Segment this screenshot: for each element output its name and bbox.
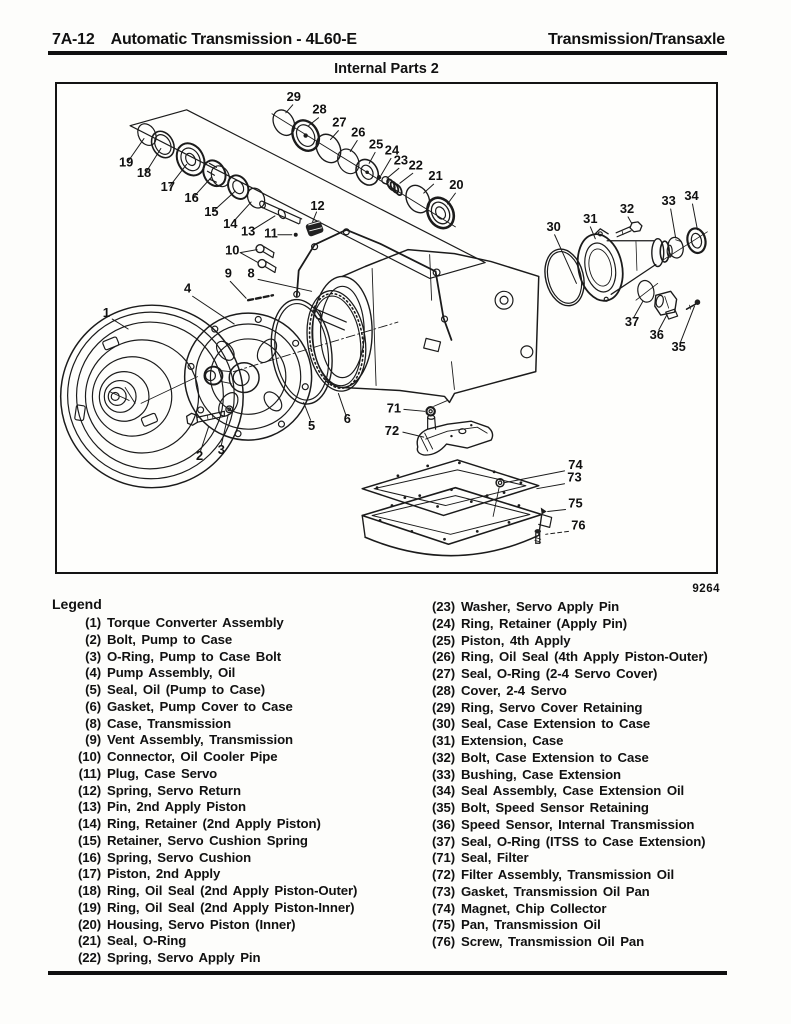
legend-item-number: (35) <box>431 800 455 815</box>
callout-27: 27 <box>332 114 347 130</box>
legend-item <box>354 834 708 851</box>
legend-item-number: (74) <box>431 900 455 916</box>
legend-item <box>0 682 357 699</box>
callout-18: 18 <box>136 165 152 181</box>
legend-item <box>0 649 357 666</box>
legend-item <box>354 917 708 934</box>
callout-26: 26 <box>351 124 366 140</box>
header-left <box>52 31 357 49</box>
legend-item <box>0 632 357 649</box>
callout-76: 76 <box>571 517 586 533</box>
legend-item <box>354 800 708 817</box>
callout-15: 15 <box>204 203 219 219</box>
legend-item-text: Ring, Oil Seal (4th Apply Piston-Outer) <box>461 649 708 665</box>
legend-item-text: Seal, Case Extension to Case <box>461 716 651 732</box>
legend-item-text: Ring, Retainer (2nd Apply Piston) <box>107 816 321 831</box>
callout-3: 3 <box>217 441 225 457</box>
callout-22: 22 <box>408 157 423 173</box>
legend-item-number: (4) <box>85 665 101 681</box>
legend-item <box>0 665 357 682</box>
callout-30: 30 <box>546 218 561 234</box>
legend-item <box>354 850 708 867</box>
callout-5: 5 <box>308 418 316 434</box>
callout-23: 23 <box>393 152 409 168</box>
legend-item <box>354 616 708 633</box>
legend-item-text: Vent Assembly, Transmission <box>107 732 293 748</box>
callout-21: 21 <box>428 168 443 184</box>
legend-item-text: Pump Assembly, Oil <box>107 665 236 681</box>
callout-11: 11 <box>264 225 278 241</box>
legend-item <box>0 833 357 850</box>
legend-item-number: (30) <box>431 716 455 732</box>
legend-item <box>354 783 708 800</box>
legend-item <box>354 700 708 717</box>
callout-12: 12 <box>310 197 325 213</box>
legend-item <box>0 699 357 716</box>
legend-item-number: (17) <box>77 866 101 882</box>
legend-item <box>0 883 357 900</box>
legend-item-text: Housing, Servo Piston (Inner) <box>107 916 296 932</box>
legend-item-text: Ring, Oil Seal (2nd Apply Piston-Outer) <box>107 883 358 898</box>
legend-item-text: Speed Sensor, Internal Transmission <box>461 816 695 832</box>
legend-item-number: (9) <box>85 732 101 748</box>
legend-item-text: Magnet, Chip Collector <box>461 900 607 916</box>
legend-item-text: Screw, Transmission Oil Pan <box>461 934 645 949</box>
legend-item-text: Torque Converter Assembly <box>107 615 284 630</box>
callout-13: 13 <box>240 223 256 239</box>
legend-item <box>354 884 708 901</box>
callout-9: 9 <box>224 265 232 281</box>
legend-item <box>354 716 708 733</box>
callout-25: 25 <box>368 136 384 152</box>
callout-6: 6 <box>343 411 351 427</box>
legend-item-number: (75) <box>431 917 455 933</box>
legend-item-text: Spring, Servo Cushion <box>107 849 252 865</box>
legend-item-number: (28) <box>431 682 455 698</box>
legend-item-number: (3) <box>85 648 101 664</box>
legend-item <box>354 901 708 918</box>
legend-item-number: (11) <box>78 765 101 781</box>
chapter-title: Automatic Transmission - 4L60-E <box>110 31 357 48</box>
callout-1: 1 <box>102 305 110 321</box>
figure-number: 9264 <box>692 583 720 595</box>
legend-item-number: (73) <box>431 883 455 899</box>
legend-item-number: (25) <box>431 632 455 648</box>
legend-item-number: (37) <box>431 833 455 849</box>
callout-75: 75 <box>568 495 583 511</box>
callout-24: 24 <box>384 142 400 158</box>
legend-item-text: Seal, O-Ring (ITSS to Case Extension) <box>461 833 706 849</box>
legend-item-text: O-Ring, Pump to Case Bolt <box>107 648 282 664</box>
legend-item-number: (33) <box>431 766 455 782</box>
legend-item <box>354 683 708 700</box>
callout-10: 10 <box>225 242 240 258</box>
legend-item-text: Spring, Servo Return <box>107 782 241 798</box>
legend-item <box>0 783 357 800</box>
callout-19: 19 <box>118 154 134 170</box>
legend-item-text: Washer, Servo Apply Pin <box>461 599 620 614</box>
legend-item-number: (31) <box>431 733 455 748</box>
legend-item <box>354 750 708 767</box>
legend-item <box>0 749 357 766</box>
callout-29: 29 <box>286 88 301 104</box>
legend-item-number: (6) <box>85 698 101 714</box>
callout-28: 28 <box>312 101 327 117</box>
legend-column-right <box>354 599 708 951</box>
callout-73: 73 <box>567 469 582 485</box>
section-number: 7A-12 <box>52 31 95 48</box>
legend-item-text: Retainer, Servo Cushion Spring <box>107 832 308 848</box>
legend-item <box>0 816 357 833</box>
legend-item <box>0 900 357 917</box>
callout-31: 31 <box>583 210 598 226</box>
callout-17: 17 <box>160 179 175 195</box>
transmission-case <box>248 229 539 403</box>
legend-item-text: Piston, 4th Apply <box>461 632 571 648</box>
legend-item-number: (71) <box>431 850 455 866</box>
case-extension <box>539 222 707 319</box>
legend-item-text: Cover, 2-4 Servo <box>461 682 567 698</box>
figure-title: Internal Parts 2 <box>334 61 439 77</box>
legend-item-text: Spring, Servo Apply Pin <box>107 950 261 965</box>
legend-item <box>0 799 357 816</box>
legend-item <box>354 666 708 683</box>
legend-item-text: Connector, Oil Cooler Pipe <box>107 749 278 764</box>
legend-item-number: (32) <box>431 749 455 765</box>
legend-column-left <box>0 615 357 967</box>
footer-rule <box>48 971 727 975</box>
legend-item <box>0 850 357 867</box>
legend-item-number: (15) <box>77 832 101 848</box>
legend-item <box>354 867 708 884</box>
legend-item-text: Seal, O-Ring (2-4 Servo Cover) <box>461 666 658 681</box>
callout-34: 34 <box>684 188 699 204</box>
legend-item-text: Bolt, Speed Sensor Retaining <box>461 800 649 815</box>
callout-33: 33 <box>661 193 676 209</box>
legend-item-text: Gasket, Pump Cover to Case <box>107 698 293 714</box>
legend-item-number: (2) <box>85 631 101 647</box>
callout-labels <box>103 89 700 532</box>
callout-32: 32 <box>619 200 635 216</box>
header-rule <box>48 51 727 55</box>
legend-item-text: Bushing, Case Extension <box>461 766 621 782</box>
legend-item-text: Case, Transmission <box>107 715 232 731</box>
callout-74: 74 <box>568 456 583 472</box>
legend-item-text: Filter Assembly, Transmission Oil <box>461 867 675 882</box>
legend-item-number: (5) <box>85 682 101 697</box>
legend-item-text: Gasket, Transmission Oil Pan <box>461 883 650 899</box>
legend-item <box>0 917 357 934</box>
legend-item-number: (19) <box>77 899 101 915</box>
legend-item-number: (76) <box>431 934 455 949</box>
legend-item-number: (13) <box>77 799 101 815</box>
legend-item <box>354 934 708 951</box>
legend-item-number: (22) <box>77 950 101 965</box>
legend-item-text: Bolt, Pump to Case <box>107 631 233 647</box>
legend-item <box>0 615 357 632</box>
callout-20: 20 <box>449 177 464 193</box>
exploded-diagram <box>57 84 716 572</box>
legend-item <box>0 716 357 733</box>
legend-item-number: (34) <box>431 783 455 799</box>
legend-item-text: Plug, Case Servo <box>107 765 218 781</box>
legend-item-number: (24) <box>431 615 455 631</box>
callout-35: 35 <box>671 338 686 354</box>
legend-item-text: Extension, Case <box>461 733 564 748</box>
legend-item <box>354 733 708 750</box>
callout-4: 4 <box>184 280 192 296</box>
legend-item-text: Ring, Servo Cover Retaining <box>461 699 643 715</box>
figure-frame <box>55 82 718 574</box>
legend-item-number: (10) <box>77 749 101 764</box>
legend-item-text: Seal, O-Ring <box>107 933 187 949</box>
legend-item-number: (29) <box>431 699 455 715</box>
legend-item-text: Pin, 2nd Apply Piston <box>107 799 246 815</box>
legend-item-text: Seal, Filter <box>461 850 529 866</box>
legend-item-number: (26) <box>431 649 455 665</box>
legend-item-number: (12) <box>77 782 101 798</box>
legend-item <box>0 766 357 783</box>
callout-16: 16 <box>184 190 199 206</box>
legend-item-number: (16) <box>77 849 101 865</box>
legend-heading: Legend <box>52 596 102 612</box>
legend-item-text: Piston, 2nd Apply <box>107 866 221 882</box>
legend-item-text: Pan, Transmission Oil <box>461 917 601 933</box>
legend-item-number: (23) <box>431 599 455 614</box>
legend-item <box>0 732 357 749</box>
legend-item <box>354 649 708 666</box>
legend-item <box>354 599 708 616</box>
callout-37: 37 <box>624 314 640 330</box>
legend-item <box>0 950 357 967</box>
legend-item <box>0 866 357 883</box>
legend-item-text: Seal Assembly, Case Extension Oil <box>461 783 685 799</box>
legend-item-number: (14) <box>77 816 101 831</box>
callout-71: 71 <box>386 400 402 416</box>
callout-14: 14 <box>223 215 238 231</box>
callout-8: 8 <box>247 265 255 281</box>
oil-pump <box>185 313 312 440</box>
legend-item-text: Seal, Oil (Pump to Case) <box>107 682 266 697</box>
legend-item-text: Ring, Oil Seal (2nd Apply Piston-Inner) <box>107 899 355 915</box>
legend-item-text: Ring, Retainer (Apply Pin) <box>461 615 628 631</box>
legend-item-number: (72) <box>431 867 455 882</box>
legend-item-number: (18) <box>77 883 101 898</box>
page-header <box>52 31 725 49</box>
legend-item-number: (36) <box>431 816 455 832</box>
callout-72: 72 <box>384 423 400 439</box>
legend-item <box>354 817 708 834</box>
legend-item-text: Bolt, Case Extension to Case <box>461 749 649 765</box>
legend-item <box>354 767 708 784</box>
legend-item-number: (20) <box>77 916 101 932</box>
legend-item-number: (27) <box>431 666 455 681</box>
header-right: Transmission/Transaxle <box>547 31 725 48</box>
legend-item-number: (8) <box>85 715 101 731</box>
callout-2: 2 <box>195 447 204 463</box>
legend-item <box>0 933 357 950</box>
legend-item-number: (1) <box>85 615 101 630</box>
legend-item-number: (21) <box>77 933 101 949</box>
legend-item <box>354 633 708 650</box>
callout-36: 36 <box>649 326 664 342</box>
